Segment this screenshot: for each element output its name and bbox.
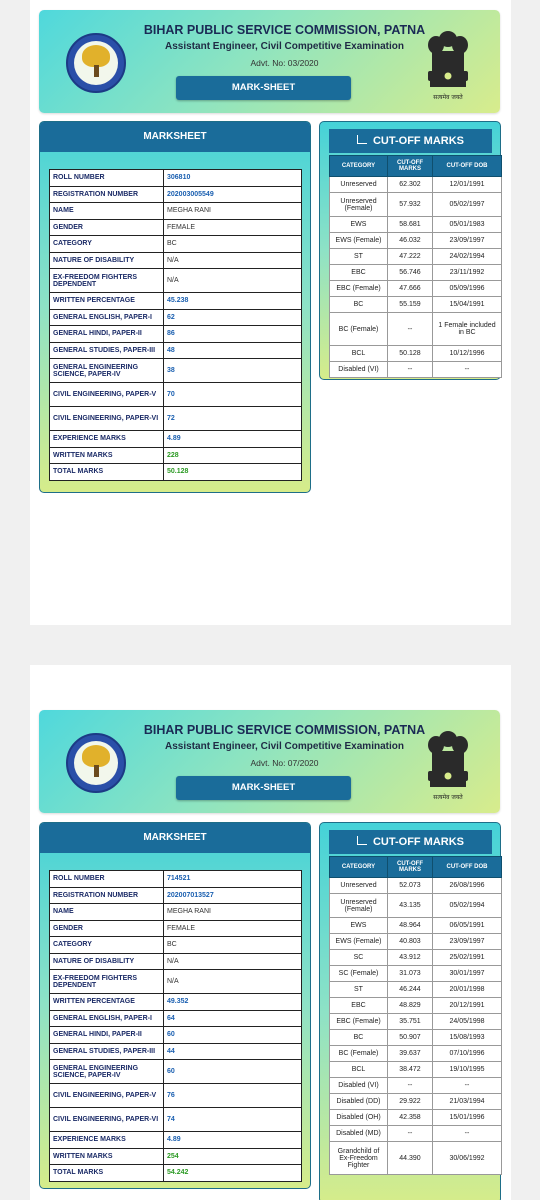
- cutoff-row: [330, 177, 502, 193]
- field-value: 60: [164, 1027, 302, 1044]
- field-label: EX-FREEDOM FIGHTERS DEPENDENT: [50, 970, 164, 994]
- field-label: CIVIL ENGINEERING, PAPER-VI: [50, 407, 164, 431]
- cutoff-row: [330, 217, 502, 233]
- field-value: MEGHA RANI: [164, 203, 302, 220]
- header-banner: [39, 710, 500, 813]
- marksheet-page-2: [30, 665, 511, 1200]
- cutoff-category: EBC: [330, 265, 388, 281]
- cutoff-row: [330, 265, 502, 281]
- cutoff-row: [330, 313, 502, 346]
- field-value: FEMALE: [164, 920, 302, 937]
- cutoff-category: Grandchild of Ex-Freedom Fighter: [330, 1142, 388, 1175]
- cutoff-row: [330, 878, 502, 894]
- marksheet-table: [49, 169, 302, 481]
- field-label: GENERAL STUDIES, PAPER-III: [50, 342, 164, 359]
- national-emblem-icon: [422, 725, 474, 803]
- marksheet-row: [50, 252, 302, 269]
- marksheet-row: [50, 1084, 302, 1108]
- field-label: CATEGORY: [50, 236, 164, 253]
- field-value: 714521: [164, 871, 302, 888]
- cutoff-category: BC (Female): [330, 313, 388, 346]
- field-value: 4.89: [164, 431, 302, 448]
- cutoff-marks: 62.302: [388, 177, 433, 193]
- cutoff-row: [330, 1062, 502, 1078]
- marksheet-row: [50, 309, 302, 326]
- cutoff-table: [329, 856, 502, 1175]
- field-value: 44: [164, 1043, 302, 1060]
- cutoff-category: EWS (Female): [330, 934, 388, 950]
- field-value: 70: [164, 383, 302, 407]
- cutoff-category: SC: [330, 950, 388, 966]
- cutoff-row: [330, 1094, 502, 1110]
- marksheet-row: [50, 342, 302, 359]
- cutoff-category: EBC (Female): [330, 281, 388, 297]
- col-cutoff-marks: CUT-OFF MARKS: [388, 857, 433, 878]
- cutoff-dob: 05/01/1983: [433, 217, 502, 233]
- cutoff-marks: 43.135: [388, 894, 433, 918]
- cutoff-category: BC: [330, 1030, 388, 1046]
- exam-title: Assistant Engineer, Civil Competitive Examination: [165, 741, 404, 752]
- field-value: 60: [164, 1060, 302, 1084]
- cutoff-dob: 30/01/1997: [433, 966, 502, 982]
- advt-number: Advt. No: 07/2020: [250, 758, 319, 768]
- marksheet-row: [50, 937, 302, 954]
- marksheet-row: [50, 1165, 302, 1182]
- cutoff-category: BC (Female): [330, 1046, 388, 1062]
- marksheet-row: [50, 383, 302, 407]
- svg-text:सत्यमेव जयते: सत्यमेव जयते: [433, 94, 463, 101]
- cutoff-dob: 23/09/1997: [433, 934, 502, 950]
- cutoff-row: [330, 894, 502, 918]
- field-label: GENERAL HINDI, PAPER-II: [50, 326, 164, 343]
- field-value: 202003005549: [164, 186, 302, 203]
- cutoff-dob: --: [433, 362, 502, 378]
- field-value: 62: [164, 309, 302, 326]
- cutoff-category: EBC: [330, 998, 388, 1014]
- cutoff-marks: --: [388, 1126, 433, 1142]
- marksheet-row: [50, 407, 302, 431]
- field-label: GENERAL STUDIES, PAPER-III: [50, 1043, 164, 1060]
- cutoff-marks: 47.666: [388, 281, 433, 297]
- cutoff-category: Unreserved (Female): [330, 894, 388, 918]
- cutoff-marks: 47.222: [388, 249, 433, 265]
- cutoff-card: [319, 822, 501, 1200]
- marksheet-row: [50, 464, 302, 481]
- field-value: 50.128: [164, 464, 302, 481]
- cutoff-dob: 06/05/1991: [433, 918, 502, 934]
- col-cutoff-dob: CUT-OFF DOB: [433, 857, 502, 878]
- cutoff-category: Disabled (VI): [330, 362, 388, 378]
- col-category: CATEGORY: [330, 857, 388, 878]
- field-label: CIVIL ENGINEERING, PAPER-V: [50, 383, 164, 407]
- field-value: BC: [164, 236, 302, 253]
- cutoff-marks: --: [388, 1078, 433, 1094]
- field-label: REGISTRATION NUMBER: [50, 887, 164, 904]
- cutoff-dob: 24/02/1994: [433, 249, 502, 265]
- cutoff-row: [330, 1142, 502, 1175]
- cutoff-row: [330, 918, 502, 934]
- cutoff-marks: 58.681: [388, 217, 433, 233]
- cutoff-dob: 30/06/1992: [433, 1142, 502, 1175]
- cutoff-title: CUT-OFF MARKS: [329, 830, 492, 854]
- marksheet-row: [50, 871, 302, 888]
- cutoff-marks: 38.472: [388, 1062, 433, 1078]
- field-value: N/A: [164, 269, 302, 293]
- cutoff-dob: 15/04/1991: [433, 297, 502, 313]
- cutoff-row: [330, 1078, 502, 1094]
- field-value: 228: [164, 447, 302, 464]
- cutoff-marks: 56.746: [388, 265, 433, 281]
- cutoff-dob: 05/02/1997: [433, 193, 502, 217]
- cutoff-dob: 20/01/1998: [433, 982, 502, 998]
- field-label: TOTAL MARKS: [50, 464, 164, 481]
- field-value: N/A: [164, 252, 302, 269]
- cutoff-category: ST: [330, 982, 388, 998]
- field-value: 4.89: [164, 1132, 302, 1149]
- cutoff-category: Unreserved (Female): [330, 193, 388, 217]
- cutoff-marks: --: [388, 313, 433, 346]
- cutoff-marks: 55.159: [388, 297, 433, 313]
- advt-number: Advt. No: 03/2020: [250, 58, 319, 68]
- field-label: EX-FREEDOM FIGHTERS DEPENDENT: [50, 269, 164, 293]
- cutoff-dob: 26/08/1996: [433, 878, 502, 894]
- marksheet-row: [50, 359, 302, 383]
- field-value: 72: [164, 407, 302, 431]
- cutoff-category: BCL: [330, 1062, 388, 1078]
- field-label: REGISTRATION NUMBER: [50, 186, 164, 203]
- cutoff-dob: 05/09/1996: [433, 281, 502, 297]
- field-label: CIVIL ENGINEERING, PAPER-VI: [50, 1108, 164, 1132]
- cutoff-title: CUT-OFF MARKS: [329, 129, 492, 153]
- cutoff-marks: 46.244: [388, 982, 433, 998]
- cutoff-marks: 35.751: [388, 1014, 433, 1030]
- field-label: NATURE OF DISABILITY: [50, 953, 164, 970]
- cutoff-row: [330, 1014, 502, 1030]
- cutoff-marks: 50.128: [388, 346, 433, 362]
- cutoff-category: Disabled (DD): [330, 1094, 388, 1110]
- cutoff-category: BCL: [330, 346, 388, 362]
- marksheet-card: [39, 822, 311, 1189]
- field-label: EXPERIENCE MARKS: [50, 1132, 164, 1149]
- cutoff-row: [330, 1030, 502, 1046]
- col-category: CATEGORY: [330, 156, 388, 177]
- marksheet-title: MARKSHEET: [40, 122, 310, 152]
- national-emblem-icon: [422, 25, 474, 103]
- marksheet-row: [50, 1060, 302, 1084]
- cutoff-category: Disabled (MD): [330, 1126, 388, 1142]
- marksheet-row: [50, 236, 302, 253]
- cutoff-marks: 57.932: [388, 193, 433, 217]
- cutoff-marks: 39.637: [388, 1046, 433, 1062]
- field-label: WRITTEN MARKS: [50, 447, 164, 464]
- cutoff-category: Disabled (OH): [330, 1110, 388, 1126]
- cutoff-dob: 1 Female included in BC: [433, 313, 502, 346]
- mark-sheet-button[interactable]: MARK-SHEET: [176, 776, 351, 800]
- cutoff-category: EWS (Female): [330, 233, 388, 249]
- field-value: 49.352: [164, 994, 302, 1011]
- cutoff-dob: 19/10/1995: [433, 1062, 502, 1078]
- cutoff-dob: 10/12/1996: [433, 346, 502, 362]
- field-label: GENDER: [50, 920, 164, 937]
- marksheet-row: [50, 970, 302, 994]
- field-label: GENERAL ENGLISH, PAPER-I: [50, 309, 164, 326]
- field-value: N/A: [164, 953, 302, 970]
- cutoff-row: [330, 1126, 502, 1142]
- field-value: 38: [164, 359, 302, 383]
- field-label: TOTAL MARKS: [50, 1165, 164, 1182]
- field-value: 48: [164, 342, 302, 359]
- marksheet-row: [50, 887, 302, 904]
- field-value: 45.238: [164, 293, 302, 310]
- field-label: NATURE OF DISABILITY: [50, 252, 164, 269]
- cutoff-row: [330, 249, 502, 265]
- field-value: N/A: [164, 970, 302, 994]
- cutoff-marks: 50.907: [388, 1030, 433, 1046]
- field-label: CATEGORY: [50, 937, 164, 954]
- field-label: GENERAL HINDI, PAPER-II: [50, 1027, 164, 1044]
- marksheet-row: [50, 219, 302, 236]
- cutoff-row: [330, 1110, 502, 1126]
- cutoff-marks: 44.390: [388, 1142, 433, 1175]
- cutoff-marks: 48.829: [388, 998, 433, 1014]
- field-label: GENERAL ENGINEERING SCIENCE, PAPER-IV: [50, 359, 164, 383]
- cutoff-category: Unreserved: [330, 177, 388, 193]
- field-label: WRITTEN MARKS: [50, 1148, 164, 1165]
- cutoff-dob: 20/12/1991: [433, 998, 502, 1014]
- cutoff-dob: 23/11/1992: [433, 265, 502, 281]
- cutoff-marks: 52.073: [388, 878, 433, 894]
- field-value: MEGHA RANI: [164, 904, 302, 921]
- marksheet-row: [50, 953, 302, 970]
- marksheet-row: [50, 1010, 302, 1027]
- marksheet-row: [50, 1043, 302, 1060]
- marksheet-row: [50, 293, 302, 310]
- cutoff-dob: 21/03/1994: [433, 1094, 502, 1110]
- org-title: BIHAR PUBLIC SERVICE COMMISSION, PATNA: [143, 723, 426, 737]
- cutoff-table: [329, 155, 502, 378]
- chart-icon: [357, 135, 367, 144]
- cutoff-row: [330, 193, 502, 217]
- cutoff-category: BC: [330, 297, 388, 313]
- field-label: NAME: [50, 904, 164, 921]
- col-cutoff-dob: CUT-OFF DOB: [433, 156, 502, 177]
- cutoff-marks: 48.964: [388, 918, 433, 934]
- cutoff-dob: 15/08/1993: [433, 1030, 502, 1046]
- cutoff-category: Unreserved: [330, 878, 388, 894]
- svg-text:सत्यमेव जयते: सत्यमेव जयते: [433, 794, 463, 801]
- cutoff-row: [330, 362, 502, 378]
- field-value: 76: [164, 1084, 302, 1108]
- field-label: GENERAL ENGLISH, PAPER-I: [50, 1010, 164, 1027]
- cutoff-row: [330, 233, 502, 249]
- chart-icon: [357, 836, 367, 845]
- marksheet-row: [50, 170, 302, 187]
- field-value: 306810: [164, 170, 302, 187]
- marksheet-row: [50, 1148, 302, 1165]
- field-value: BC: [164, 937, 302, 954]
- field-label: CIVIL ENGINEERING, PAPER-V: [50, 1084, 164, 1108]
- field-label: NAME: [50, 203, 164, 220]
- cutoff-row: [330, 346, 502, 362]
- cutoff-marks: 29.922: [388, 1094, 433, 1110]
- cutoff-category: SC (Female): [330, 966, 388, 982]
- marksheet-row: [50, 1108, 302, 1132]
- field-value: 202007013527: [164, 887, 302, 904]
- field-label: EXPERIENCE MARKS: [50, 431, 164, 448]
- field-value: 86: [164, 326, 302, 343]
- cutoff-row: [330, 982, 502, 998]
- marksheet-row: [50, 269, 302, 293]
- cutoff-dob: --: [433, 1126, 502, 1142]
- cutoff-category: Disabled (VI): [330, 1078, 388, 1094]
- marksheet-card: [39, 121, 311, 493]
- cutoff-category: EBC (Female): [330, 1014, 388, 1030]
- cutoff-row: [330, 281, 502, 297]
- marksheet-page-1: [30, 0, 511, 625]
- field-value: FEMALE: [164, 219, 302, 236]
- cutoff-marks: 31.073: [388, 966, 433, 982]
- cutoff-dob: 12/01/1991: [433, 177, 502, 193]
- cutoff-marks: --: [388, 362, 433, 378]
- cutoff-dob: 23/09/1997: [433, 233, 502, 249]
- field-label: GENERAL ENGINEERING SCIENCE, PAPER-IV: [50, 1060, 164, 1084]
- cutoff-category: ST: [330, 249, 388, 265]
- marksheet-title: MARKSHEET: [40, 823, 310, 853]
- cutoff-row: [330, 998, 502, 1014]
- marksheet-row: [50, 1132, 302, 1149]
- field-label: WRITTEN PERCENTAGE: [50, 293, 164, 310]
- cutoff-dob: 15/01/1996: [433, 1110, 502, 1126]
- marksheet-row: [50, 447, 302, 464]
- cutoff-dob: 05/02/1994: [433, 894, 502, 918]
- cutoff-row: [330, 950, 502, 966]
- cutoff-category: EWS: [330, 217, 388, 233]
- marksheet-row: [50, 920, 302, 937]
- cutoff-marks: 46.032: [388, 233, 433, 249]
- org-title: BIHAR PUBLIC SERVICE COMMISSION, PATNA: [143, 23, 426, 37]
- col-cutoff-marks: CUT-OFF MARKS: [388, 156, 433, 177]
- cutoff-card: [319, 121, 501, 380]
- cutoff-marks: 40.803: [388, 934, 433, 950]
- field-value: 74: [164, 1108, 302, 1132]
- marksheet-row: [50, 1027, 302, 1044]
- field-label: ROLL NUMBER: [50, 170, 164, 187]
- cutoff-dob: 07/10/1996: [433, 1046, 502, 1062]
- marksheet-row: [50, 203, 302, 220]
- cutoff-marks: 42.358: [388, 1110, 433, 1126]
- cutoff-category: EWS: [330, 918, 388, 934]
- header-banner: [39, 10, 500, 113]
- marksheet-row: [50, 904, 302, 921]
- marksheet-row: [50, 326, 302, 343]
- field-value: 54.242: [164, 1165, 302, 1182]
- cutoff-row: [330, 297, 502, 313]
- marksheet-row: [50, 994, 302, 1011]
- field-label: GENDER: [50, 219, 164, 236]
- cutoff-dob: --: [433, 1078, 502, 1094]
- cutoff-row: [330, 934, 502, 950]
- field-label: ROLL NUMBER: [50, 871, 164, 888]
- cutoff-row: [330, 1046, 502, 1062]
- cutoff-marks: 43.912: [388, 950, 433, 966]
- marksheet-table: [49, 870, 302, 1182]
- marksheet-row: [50, 431, 302, 448]
- cutoff-dob: 24/05/1998: [433, 1014, 502, 1030]
- field-value: 64: [164, 1010, 302, 1027]
- field-label: WRITTEN PERCENTAGE: [50, 994, 164, 1011]
- exam-title: Assistant Engineer, Civil Competitive Examination: [165, 41, 404, 52]
- cutoff-row: [330, 966, 502, 982]
- cutoff-dob: 25/02/1991: [433, 950, 502, 966]
- field-value: 254: [164, 1148, 302, 1165]
- marksheet-row: [50, 186, 302, 203]
- mark-sheet-button[interactable]: MARK-SHEET: [176, 76, 351, 100]
